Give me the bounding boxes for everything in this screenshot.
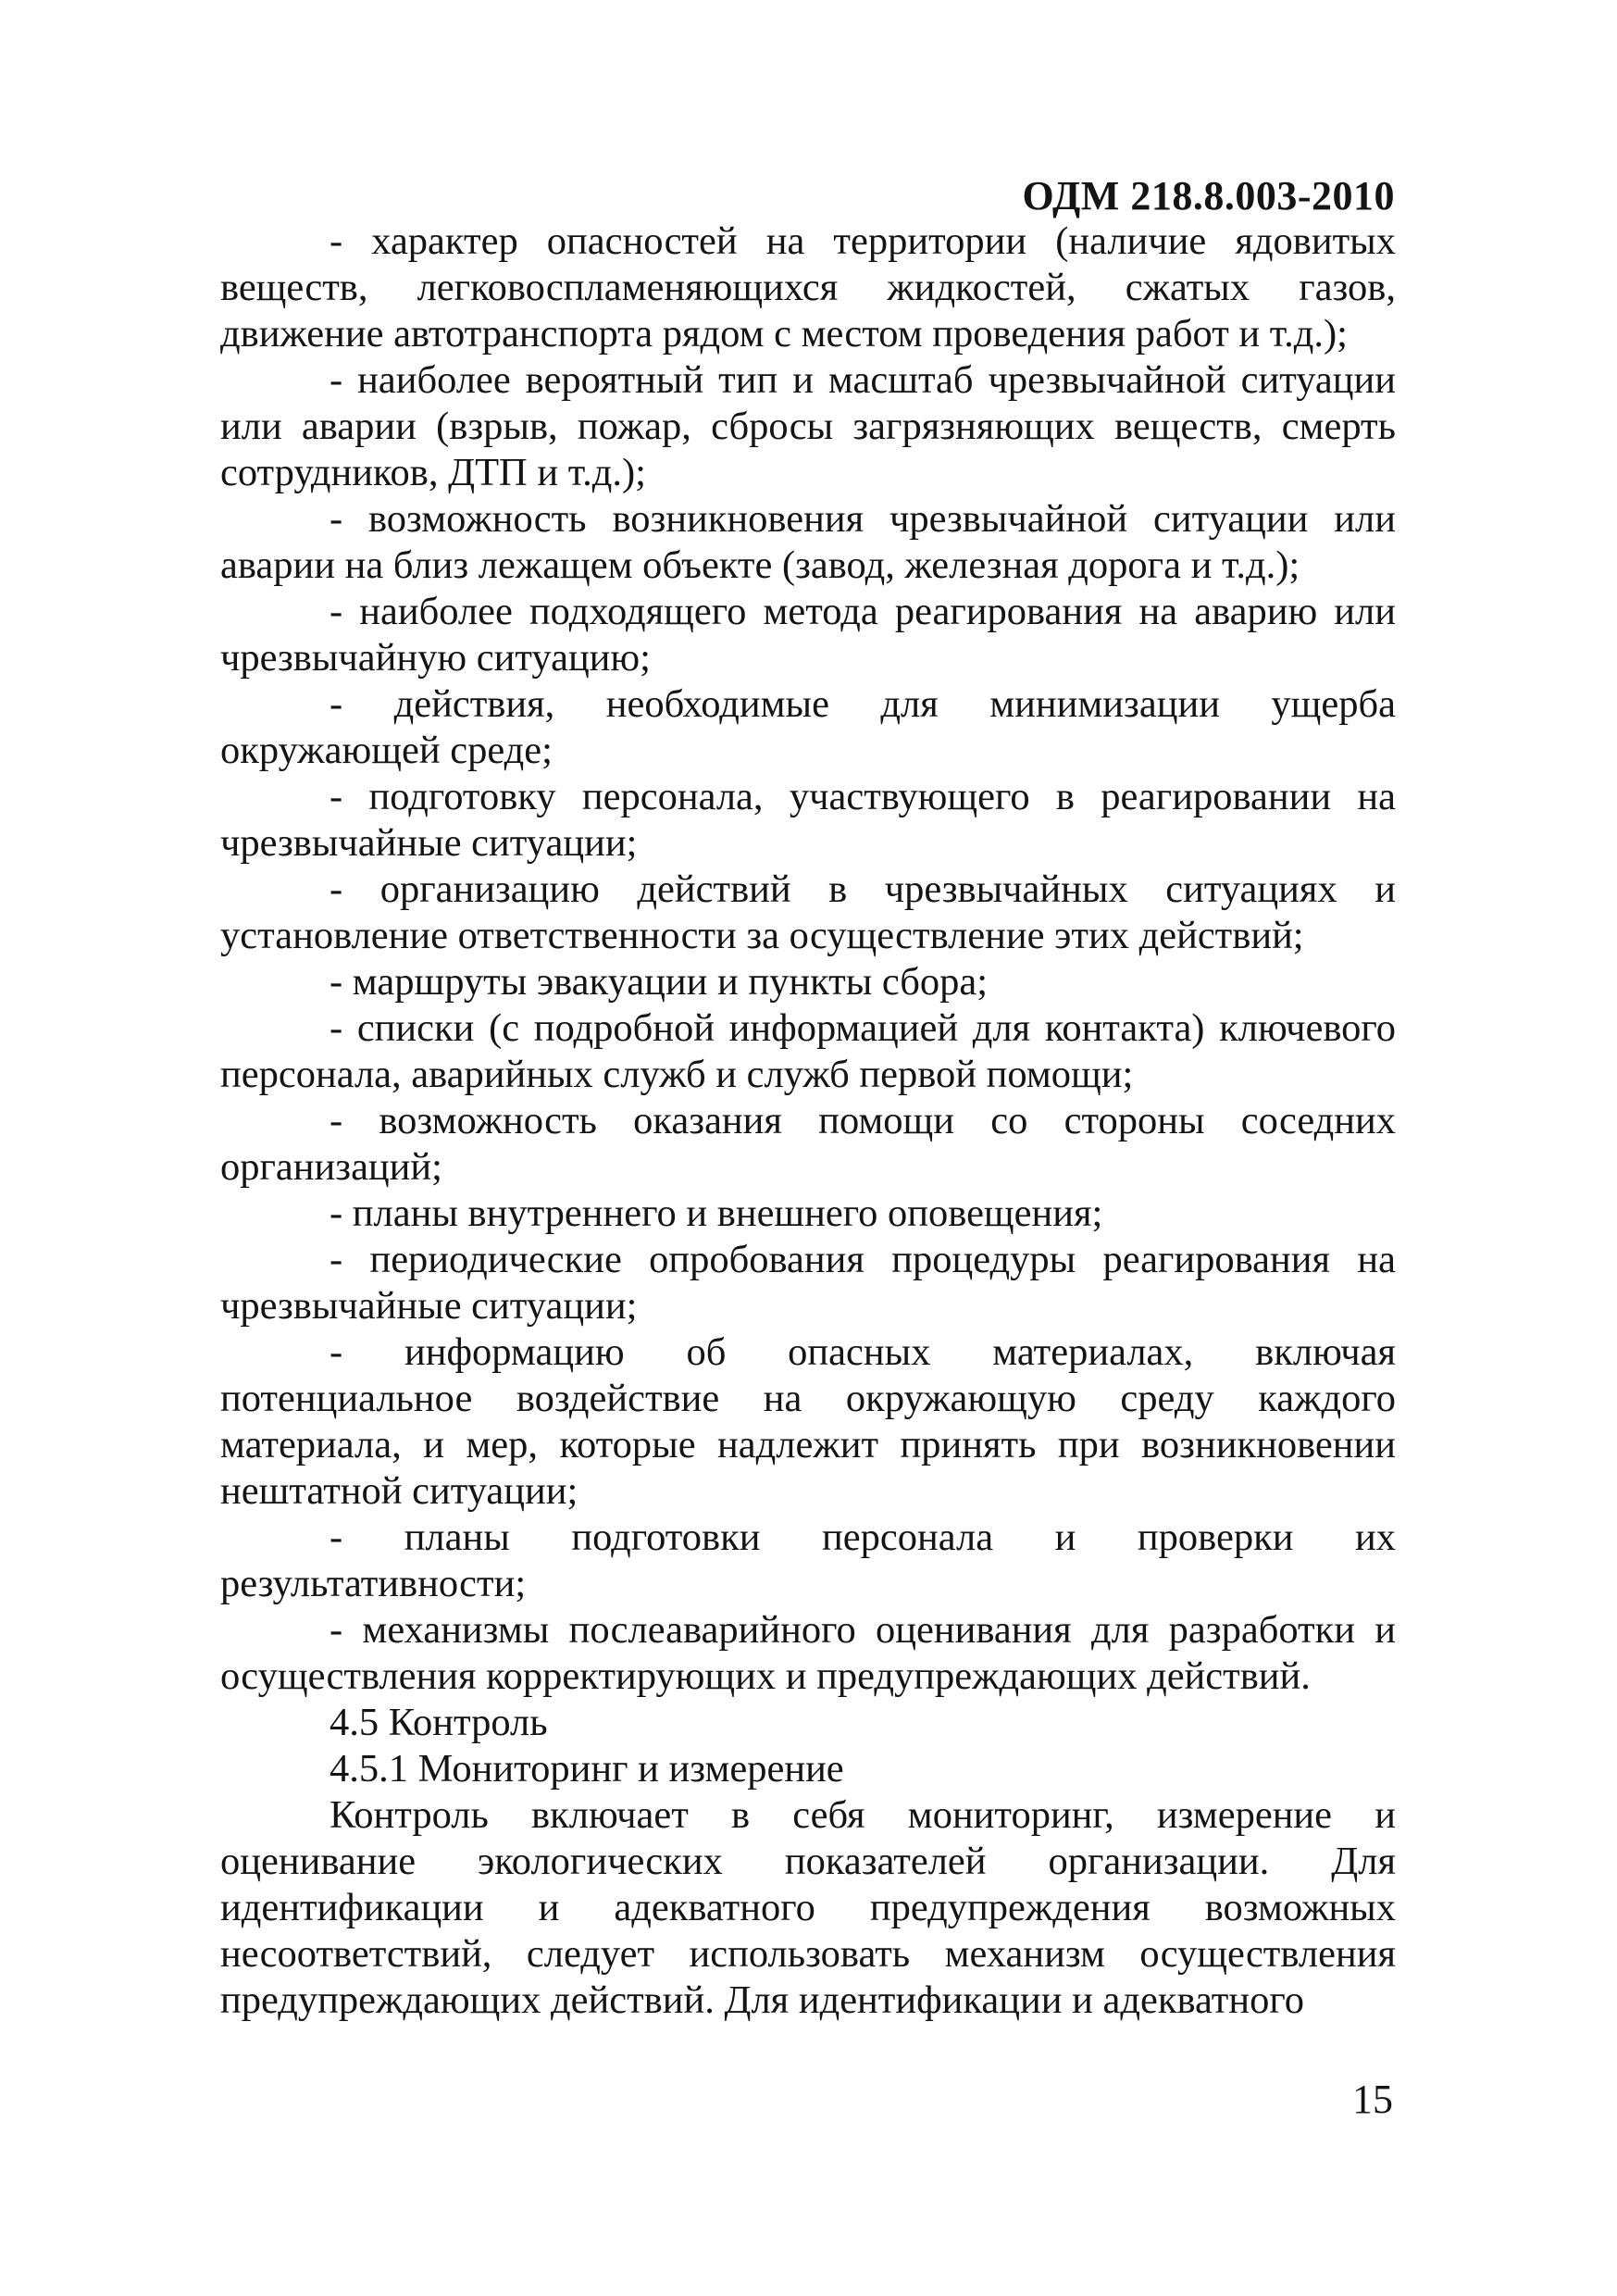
list-item-emergency-type: - наиболее вероятный тип и масштаб чрезвычайной ситуации или аварии (взрыв, пожар, сбросы загрязняющих веществ, смерть сотрудников, ДТП и т.д.); [220,358,1396,494]
page-number: 15 [1352,2077,1393,2122]
section-heading-4-5: 4.5 Контроль [330,1701,548,1744]
body-text [220,218,1396,2024]
list-item-response-method: - наиболее подходящего метода реагирования на аварию или чрезвычайную ситуацию; [220,590,1396,680]
list-item-damage-minimization: - действия, необходимые для минимизации ущерба окружающей среде; [220,682,1396,772]
list-item-notification-plans: - планы внутреннего и внешнего оповещения; [330,1192,1103,1235]
document-code: ОДМ 218.8.003-2010 [1022,173,1395,218]
body-paragraph-control: Контроль включает в себя мониторинг, измерение и оценивание экологических показателей организации. Для идентификации и адекватного предупреждения возможных несоответствий, следует использовать механизм осуществления предупреждающих действий. Для идентификации и адекватного [220,1793,1396,2022]
list-item-staff-training: - подготовку персонала, участвующего в реагировании на чрезвычайные ситуации; [220,775,1396,865]
list-item-evacuation: - маршруты эвакуации и пункты сбора; [330,960,989,1004]
list-item-hazardous-materials: - информацию об опасных материалах, включая потенциальное воздействие на окружающую среду каждого материала, и мер, которые надлежит принять при возникновении нештатной ситуации; [220,1330,1396,1513]
section-heading-4-5-1: 4.5.1 Мониторинг и измерение [330,1747,844,1791]
list-item-hazards: - характер опасностей на территории (наличие ядовитых веществ, легковоспламеняющихся жидкостей, сжатых газов, движение автотранспорта рядом с местом проведения работ и т.д.); [220,219,1396,356]
list-item-post-accident: - механизмы послеаварийного оценивания для разработки и осуществления корректирующих и предупреждающих действий. [220,1608,1396,1698]
list-item-neighbor-help: - возможность оказания помощи со стороны соседних организаций; [220,1099,1396,1189]
list-item-contact-lists: - списки (с подробной информацией для контакта) ключевого персонала, аварийных служб и служб первой помощи; [220,1006,1396,1096]
list-item-drills: - периодические опробования процедуры реагирования на чрезвычайные ситуации; [220,1238,1396,1328]
list-item-organization: - организацию действий в чрезвычайных ситуациях и установление ответственности за осуществление этих действий; [220,867,1396,957]
list-item-training-plans: - планы подготовки персонала и проверки их результативности; [220,1516,1396,1605]
list-item-nearby-facility: - возможность возникновения чрезвычайной ситуации или аварии на близ лежащем объекте (завод, железная дорога и т.д.); [220,497,1396,587]
